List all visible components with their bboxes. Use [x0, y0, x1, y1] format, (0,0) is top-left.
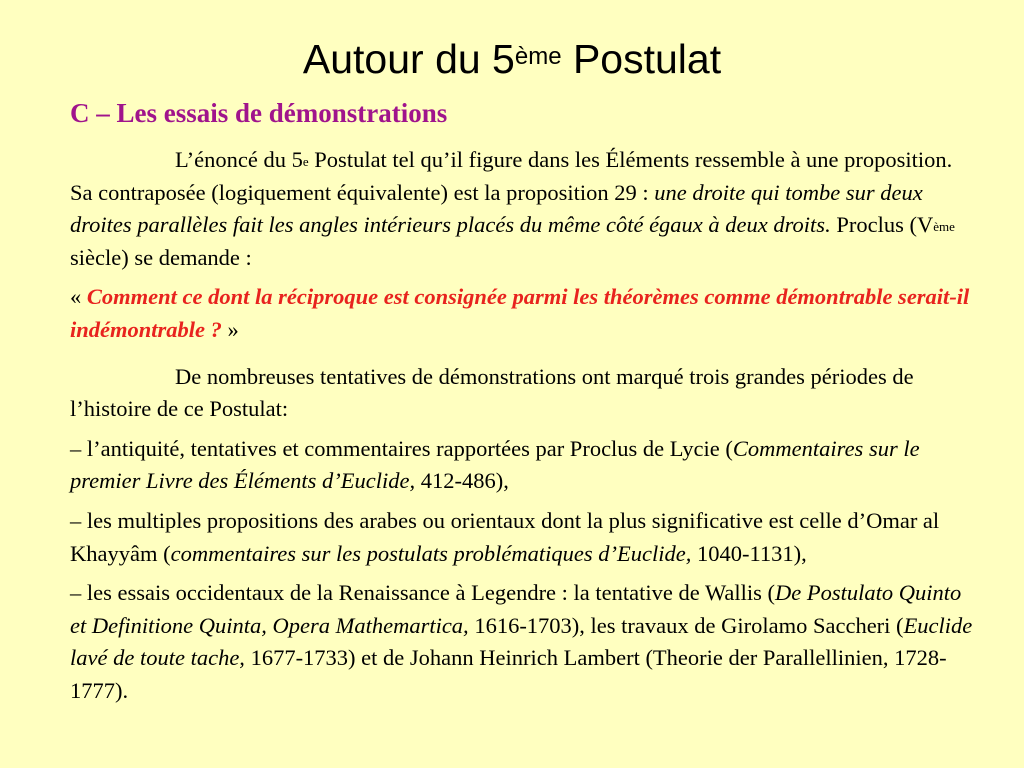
title-superscript: ème	[514, 43, 562, 70]
slide-body	[70, 144, 980, 708]
list-item-antiquite: – l’antiquité, tentatives et commentaires rapportées par Proclus de Lycie (Commentaires sur le premier Livre des Éléments d’Euclide, 412-486),	[70, 435, 920, 494]
section-heading: C – Les essais de démonstrations	[70, 98, 448, 128]
list-item-occidentaux: – les essais occidentaux de la Renaissance à Legendre : la tentative de Wallis (De Postulato Quinto et Definitione Quinta, Opera Mathemartica, 1616-1703), les travaux de Girolamo Saccheri (Euclide lavé de toute tache, 1677-1733) et de Johann Heinrich Lambert (Theorie der Parallellinien, 1728-1777).	[70, 580, 973, 703]
paragraph-enonce: L’énoncé du 5e Postulat tel qu’il figure dans les Éléments ressemble à une proposition. Sa contraposée (logiquement équivalente) est la proposition 29 : une droite qui tombe sur deux droites parallèles fait les angles intérieurs placés du même côté égaux à deux droits. Proclus (Vème siècle) se demande :	[70, 147, 955, 270]
quote-text: Comment ce dont la réciproque est consignée parmi les théorèmes comme démontrable serait-il indémontrable ?	[70, 284, 970, 342]
proclus-quote: « Comment ce dont la réciproque est consignée parmi les théorèmes comme démontrable serait-il indémontrable ? »	[70, 284, 970, 342]
list-item-arabes: – les multiples propositions des arabes ou orientaux dont la plus significative est celle d’Omar al Khayyâm (commentaires sur les postulats problématiques d’Euclide, 1040-1131),	[70, 507, 940, 566]
title-rest: Postulat	[561, 36, 722, 82]
title-main: Autour du 5	[302, 36, 515, 82]
slide-title	[0, 34, 1024, 84]
paragraph-periodes: De nombreuses tentatives de démonstrations ont marqué trois grandes périodes de l’histoire de ce Postulat:	[70, 363, 914, 422]
proposition-29-text: une droite qui tombe sur deux droites parallèles fait les angles intérieurs placés du même côté égaux à deux droits.	[70, 179, 923, 238]
